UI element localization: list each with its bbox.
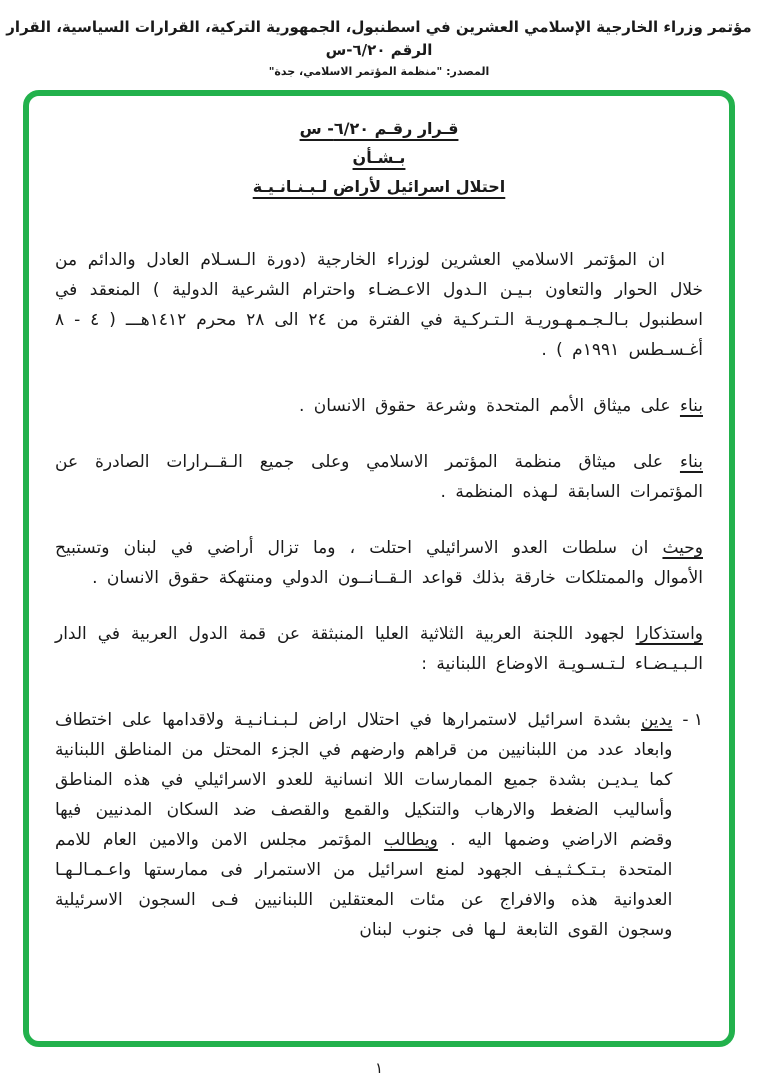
- recital-lead-word: واستذكارا: [635, 624, 703, 644]
- operative-clause-1: [55, 705, 703, 945]
- recital-text: لجهود اللجنة العربية الثلاثية العليا المنبثقة عن قمة الدول العربية في الدار الـبـيـضـاء لـتـسـويـة الاوضاع اللبنانية :: [55, 624, 703, 674]
- recital-lead-word: بناء: [679, 396, 703, 416]
- recital-paragraph-1: [55, 391, 703, 421]
- green-frame: [23, 90, 735, 1047]
- recital-paragraph-3: [55, 533, 703, 593]
- preamble-text: ان المؤتمر الاسلامي العشرين لوزراء الخارجية (دورة الـسـلام العادل والدائم من خلال الحوار والتعاون بـيـن الـدول الاعـضـاء واحترام الشرعية الدولية ) المنعقد في اسطنبول بـالـجـمـهـوريـة الـتـركـية في الفترة من ٢٤ الى ٢٨ محرم ١٤١٢هـــ ( ٤ - ٨ أغـسـطس ١٩٩١م ) .: [55, 250, 703, 360]
- header-source-line: مؤتمر وزراء الخارجية الإسلامي العشرين في اسطنبول، الجمهورية التركية، القرارات السياسية، القرار الرقم ٦/٢٠-س: [6, 18, 752, 59]
- clause-body-a: بشدة اسرائيل لاستمرارها في احتلال اراض لـبـنـانـيـة ولاقدامها على اختطاف وابعاد عدد من اللبنانيين من قراهم وارضهم في الجزء المحتل من المناطق اللبنانية كما يـديـن بشدة جميع الممارسات اللا انسانية للعدو الاسرائيلي في هذه المناطق وأساليب الضغط والارهاب والتنكيل والقمع والقصف ضد السكان المدنيين فيها وقضم الاراضي وضمها اليه .: [54, 710, 673, 850]
- preamble-paragraph: [55, 245, 703, 365]
- recital-lead-word: وحيث: [662, 538, 703, 558]
- resolution-subject-title: احتلال اسرائيل لأراض لـبـنـانـيـة: [252, 177, 506, 196]
- recital-text: على ميثاق منظمة المؤتمر الاسلامي وعلى جميع الـقــرارات الصادرة عن المؤتمرات السابقة لـهذه المنظمة .: [55, 452, 703, 502]
- recital-text: ان سلطات العدو الاسرائيلي احتلت ، وما تزال أراضي في لبنان وتستبيح الأموال والممتلكات خارقة بذلك قواعد الـقــانــون الدولي ومنتهكة حقوق الانسان .: [55, 538, 703, 588]
- recital-paragraph-4: [55, 619, 703, 679]
- clause-number: ١ -: [682, 710, 703, 730]
- resolution-subject-label: بـشـأن: [352, 148, 406, 167]
- resolution-number-title: قـرار رقـم ٦/٢٠- س: [299, 119, 459, 138]
- recital-lead-word: بناء: [679, 452, 703, 472]
- page-number: ١: [374, 1059, 384, 1077]
- header-source-attribution: المصدر: "منظمة المؤتمر الاسلامي، جدة": [268, 65, 490, 78]
- recital-paragraph-2: [55, 447, 703, 507]
- resolution-title-block: [55, 114, 703, 201]
- clause-body-b: المؤتمر مجلس الامن والامين العام للامم المتحدة بـتـكـثـيـف الجهود لمنع اسرائيل من الاستمرار فى ممارستها واعـمـالـهـا العدوانية هذه والافراج عن مئات المعتقلين اللبنانيين فـى السجون الاسرئيلية وسجون القوى التابعة لـها فى جنوب لبنان: [55, 830, 673, 940]
- clause-text: [55, 705, 672, 945]
- recital-text: على ميثاق الأمم المتحدة وشرعة حقوق الانسان .: [298, 396, 680, 416]
- document-header: [0, 0, 758, 78]
- page-footer: [0, 1059, 758, 1077]
- clause-lead-word: يدين: [640, 710, 673, 730]
- clause-lead-word-2: ويطالب: [383, 830, 438, 850]
